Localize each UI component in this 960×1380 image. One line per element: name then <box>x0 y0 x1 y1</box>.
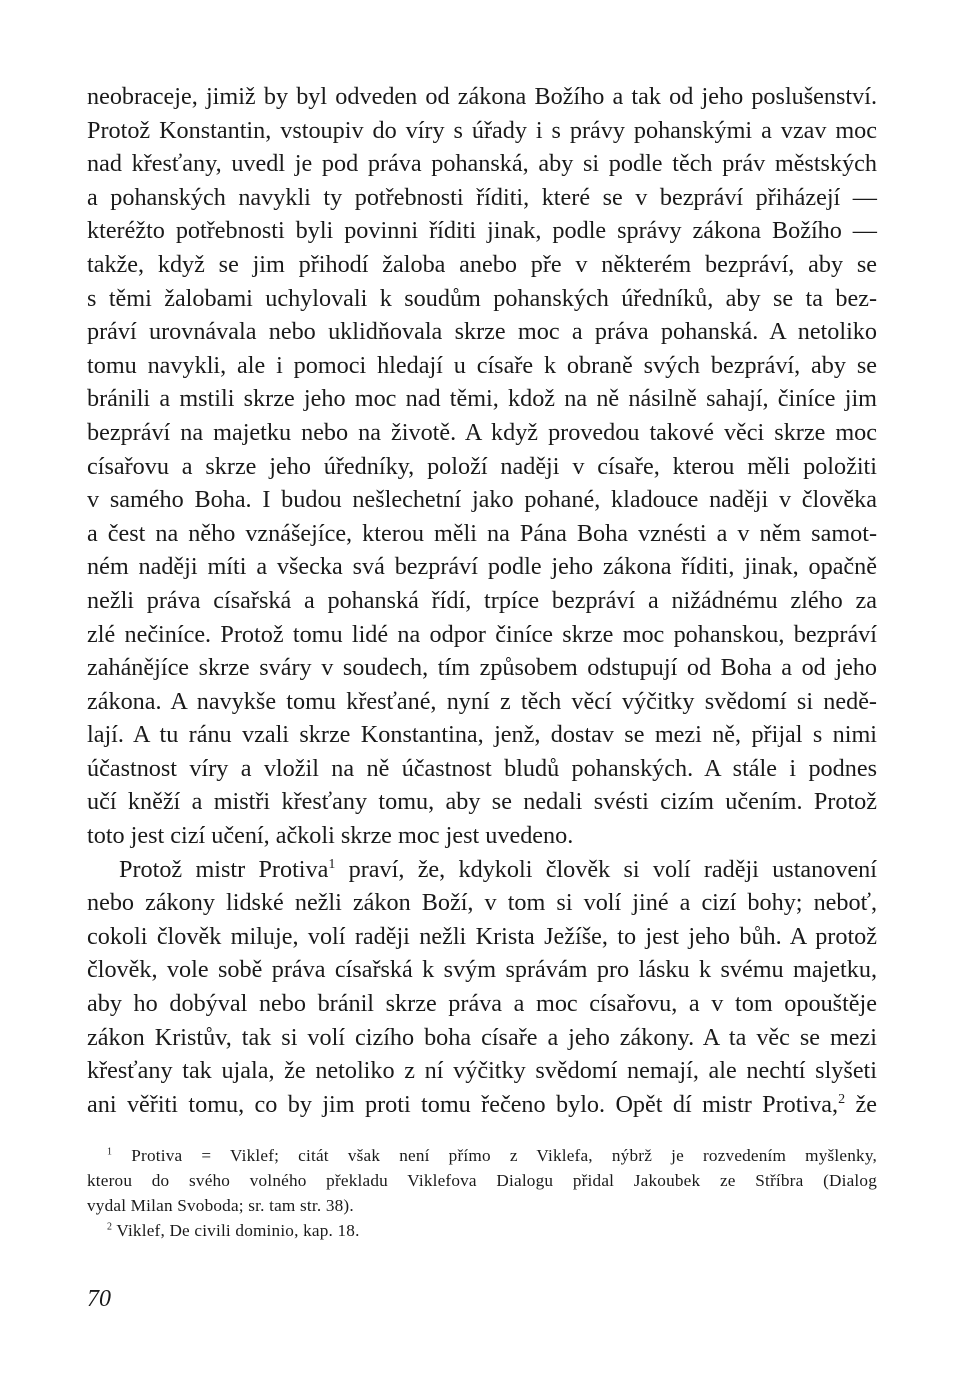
text-segment: ani věřiti tomu, co by jim proti tomu řečeno bylo. Opět dí mistr Protiva, <box>87 1090 839 1118</box>
text-line: cokoli člověk miluje, volí raději nežli Krista Ježíše, to jest jeho bůh. A protož <box>87 922 877 950</box>
text-segment: že <box>845 1090 877 1118</box>
text-line: nad křesťany, uvedl je pod práva pohanská, aby si podle těch práv městských <box>87 150 877 178</box>
text-line: toto jest cizí učení, ačkoli skrze moc jest uvedeno. <box>87 822 574 850</box>
footnote-line: kterou do svého volného překladu Viklefova Dialogu přidal Jakoubek ze Stříbra (Dialog <box>87 1171 877 1190</box>
text-line: tomu navykli, ale i pomoci hledají u císaře k obraně svých bezpráví, aby se <box>87 351 877 379</box>
text-line: a pohanských navykli ty potřebnosti říditi, které se v bezpráví přiházejí — <box>87 183 877 211</box>
text-line: práví urovnávala nebo uklidňovala skrze moc a práva pohanská. A netoliko <box>87 318 877 346</box>
text-line <box>87 1088 877 1122</box>
footnote-marker: 2 <box>107 1221 113 1233</box>
text-line: bezpráví na majetku nebo na životě. A když provedou takové věci skrze moc <box>87 418 877 446</box>
text-line <box>87 853 877 887</box>
footnote-reference: 1 <box>328 855 336 872</box>
footnote-text: Viklef, De civili dominio, kap. 18. <box>112 1221 360 1240</box>
text-line: ném naději míti a všecka svá bezpráví podle jeho zákona říditi, jinak, opačně <box>87 553 877 581</box>
footnote-line <box>87 1143 877 1168</box>
text-line: člověk, vole sobě práva císařská k svým správám pro lásku k svému majetku, <box>87 956 877 984</box>
text-line: lají. A tu ránu vzali skrze Konstantina, jenž, dostav se mezi ně, přijal s nimi <box>87 721 877 749</box>
footnote-reference: 2 <box>838 1090 846 1107</box>
footnote-line <box>87 1218 877 1243</box>
text-line: zlé nečiníce. Protož tomu lidé na odpor činíce skrze moc pohanskou, bezpráví <box>87 620 877 648</box>
footnote-marker: 1 <box>107 1146 113 1158</box>
text-line: a čest na něho vznášejíce, kterou měli na Pána Boha vznésti a v něm samot- <box>87 519 877 547</box>
text-segment: Protož mistr Protiva <box>119 855 329 883</box>
text-line: v samého Boha. I budou nešlechetní jako pohané, kladouce naději v člověka <box>87 486 877 514</box>
footnote-text: Protiva = Viklef; citát však není přímo z Viklefa, nýbrž je rozvedením myšlenky, <box>112 1146 877 1165</box>
page-number: 70 <box>87 1286 111 1312</box>
text-line: učí kněží a mistři křesťany tomu, aby se nedali svésti cizím učením. Protož <box>87 788 877 816</box>
text-segment: praví, že, kdykoli člověk si volí raději ustanovení <box>335 855 877 883</box>
footnotes <box>87 1143 877 1243</box>
text-line: zákon Kristův, tak si volí cizího boha císaře a jeho zákony. A ta věc se mezi <box>87 1023 877 1051</box>
text-line: účastnost víry a vložil na ně účastnost bludů pohanských. A stále i podnes <box>87 754 877 782</box>
text-line: zákona. A navykše tomu křesťané, nyní z těch věcí výčitky svědomí si nedě- <box>87 687 877 715</box>
paragraph <box>87 80 877 853</box>
text-line: aby ho dobýval nebo bránil skrze práva a moc císařovu, a v tom opouštěje <box>87 990 877 1018</box>
text-line: nebo zákony lidské nežli zákon Boží, v tom si volí jiné a cizí bohy; neboť, <box>87 889 877 917</box>
text-line: křesťany tak ujala, že netoliko z ní výčitky svědomí nemají, ale nechtí slyšeti <box>87 1057 877 1085</box>
text-line: císařovu a skrze jeho úředníky, položí naději v císaře, kterou měli položiti <box>87 452 877 480</box>
text-line: Protož Konstantin, vstoupiv do víry s úřady i s právy pohanskými a vzav moc <box>87 116 877 144</box>
text-line: bránili a mstili skrze jeho moc nad těmi, kdož na ně násilně sahají, činíce jim <box>87 385 877 413</box>
paragraph <box>87 853 877 1122</box>
text-line: kteréžto potřebnosti byli povinni říditi jinak, podle správy zákona Božího — <box>87 217 877 245</box>
text-line: neobraceje, jimiž by byl odveden od zákona Božího a tak od jeho poslušenství. <box>87 83 877 110</box>
footnote-line: vydal Milan Svoboda; sr. tam str. 38). <box>87 1196 354 1215</box>
text-line: zahánějíce skrze sváry v soudech, tím způsobem odstupují od Boha a od jeho <box>87 654 877 682</box>
text-line: s těmi žalobami uchylovali k soudům pohanských úředníků, aby se ta bez- <box>87 284 877 312</box>
main-text <box>87 80 877 1121</box>
text-line: nežli práva císařská a pohanská řídí, trpíce bezpráví a nižádnému zlého za <box>87 586 877 614</box>
text-line: takže, když se jim přihodí žaloba anebo pře v některém bezpráví, aby se <box>87 250 877 278</box>
